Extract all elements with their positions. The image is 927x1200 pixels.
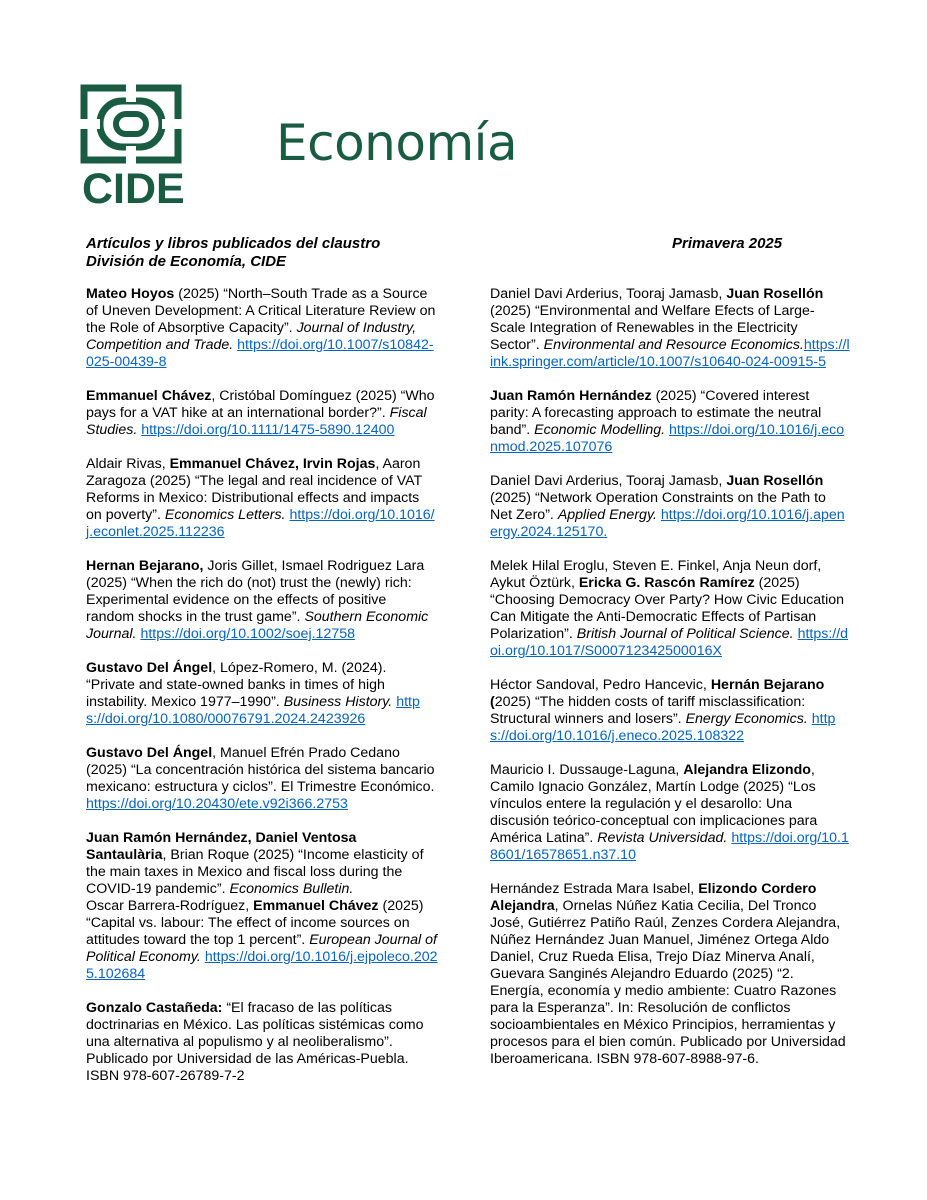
publication-entry: Gustavo Del Ángel, Manuel Efrén Prado Cedano (2025) “La concentración histórica del sistema bancario mexicano: estructura y ciclos”. El Trimestre Económico. https://doi.org/10.20430/ete.v92i366.2753 <box>86 745 435 812</box>
publication-entry: Hernan Bejarano, Joris Gillet, Ismael Rodriguez Lara (2025) “When the rich do (not) trust the (newly) rich: Experimental evidence on the effects of positive random shocks in the trust game”. Southern Economic Journal. https://doi.org/10.1002/soej.12758 <box>86 558 429 642</box>
author-highlight: Juan Ramón Hernández <box>490 388 652 404</box>
journal-name: Fiscal Studies. <box>86 405 427 438</box>
author-highlight: Hernan Bejarano, <box>86 558 204 574</box>
publication-entry: Aldair Rivas, Emmanuel Chávez, Irvin Rojas, Aaron Zaragoza (2025) “The legal and real incidence of VAT Reforms in Mexico: Distributional effects and impacts on poverty”. Economics Letters. https://doi.org/10.1016/j.econlet.2025.112236 <box>86 456 435 540</box>
author-highlight: Alejandra Elizondo <box>683 762 811 778</box>
journal-name: Applied Energy. <box>557 507 657 523</box>
left-column <box>86 286 438 1102</box>
author-highlight: Hernán Bejarano ( <box>490 677 825 710</box>
season-label: Primavera 2025 <box>672 235 783 252</box>
journal-name: Economic Modelling. <box>534 422 666 438</box>
cide-emblem-icon <box>80 84 192 164</box>
publication-entry: Juan Ramón Hernández (2025) “Covered interest parity: A forecasting approach to estimate the neutral band”. Economic Modelling. https://doi.org/10.1016/j.econmod.2025.107076 <box>490 388 845 455</box>
author-highlight: Juan Ramón Hernández, Daniel Ventosa Santaulària <box>86 830 357 863</box>
author-highlight: Gustavo Del Ángel <box>86 660 213 676</box>
publication-entry: Gonzalo Castañeda: “El fracaso de las políticas doctrinarias en México. Las políticas sistémicas como una alternativa al populismo y al neoliberalismo”. Publicado por Universidad de las Américas-Puebla. ISBN 978-607-26789-7-2 <box>86 1000 424 1084</box>
doi-link[interactable]: https://doi.org/10.1007/s10842-025-00439-8 <box>86 337 434 370</box>
page-title: Economía <box>276 114 518 172</box>
document-heading <box>86 235 380 271</box>
publication-entry: Daniel Davi Arderius, Tooraj Jamasb, Juan Rosellón (2025) “Network Operation Constraints on the Path to Net Zero”. Applied Energy. https://doi.org/10.1016/j.apenergy.2024.125170. <box>490 473 845 540</box>
doi-link[interactable]: https://doi.org/10.1016/j.econlet.2025.112236 <box>86 507 435 540</box>
author-highlight: Elizondo Cordero Alejandra <box>490 881 817 914</box>
author-highlight: Gonzalo Castañeda: <box>86 1000 223 1016</box>
author-highlight: Mateo Hoyos <box>86 286 175 302</box>
publication-entry: Mauricio I. Dussauge-Laguna, Alejandra Elizondo, Camilo Ignacio González, Martín Lodge (2025) “Los vínculos entere la regulación y el desarollo: Una discusión teórico-conceptual con implicaciones para América Latina”. Revista Universidad. https://doi.org/10.18601/16578651.n37.10 <box>490 762 849 863</box>
heading-line-1: Artículos y libros publicados del claustro <box>86 235 381 252</box>
publication-entry: Héctor Sandoval, Pedro Hancevic, Hernán Bejarano (2025) “The hidden costs of tariff misclassification: Structural winners and losers”. Energy Economics. https://doi.org/10.1016/j.eneco.2025.108322 <box>490 677 836 744</box>
publication-entry: Mateo Hoyos (2025) “North–South Trade as a Source of Uneven Development: A Critical Literature Review on the Role of Absorptive Capacity”. Journal of Industry, Competition and Trade. https://doi.org/10.1007/s10842-025-00439-8 <box>86 286 436 370</box>
journal-name: Journal of Industry, Competition and Trade. <box>86 320 417 353</box>
author-highlight: Gustavo Del Ángel <box>86 745 213 761</box>
publication-entry: Juan Ramón Hernández, Daniel Ventosa Santaulària, Brian Roque (2025) “Income elasticity of the main taxes in Mexico and fiscal loss during the COVID-19 pandemic”. Economics Bulletin. Oscar Barrera-Rodríguez, Emmanuel Chávez (2025) “Capital vs. labour: The effect of income sources on attitudes toward the top 1 percent”. European Journal of Political Economy. https://doi.org/10.1016/j.ejpoleco.2025.102684 <box>86 830 438 982</box>
doi-link[interactable]: https://doi.org/10.20430/ete.v92i366.2753 <box>86 796 348 812</box>
doi-link[interactable]: https://link.springer.com/article/10.1007/s10640-024-00915-5 <box>490 337 850 370</box>
doi-link[interactable]: https://doi.org/10.18601/16578651.n37.10 <box>490 830 849 863</box>
publication-entry: Daniel Davi Arderius, Tooraj Jamasb, Juan Rosellón (2025) “Environmental and Welfare Efects of Large-Scale Integration of Renewables in the Electricity Sector”. Environmental and Resource Economics.https://link.springer.com/article/10.1007/s10640-024-00915-5 <box>490 286 850 370</box>
heading-line-2: División de Economía, CIDE <box>86 253 287 270</box>
doi-link[interactable]: https://doi.org/10.1080/00076791.2024.2423926 <box>86 694 420 727</box>
author-highlight: Emmanuel Chávez <box>253 898 379 914</box>
doi-link[interactable]: https://doi.org/10.1111/1475-5890.12400 <box>141 422 395 438</box>
journal-name: Environmental and Resource Economics. <box>543 337 804 353</box>
author-highlight: Ericka G. Rascón Ramírez <box>578 575 755 591</box>
journal-name: Energy Economics. <box>685 711 808 727</box>
journal-name: Economics Bulletin. <box>229 881 354 897</box>
publication-entry: Melek Hilal Eroglu, Steven E. Finkel, Anja Neun dorf, Aykut Öztürk, Ericka G. Rascón Ramírez (2025) “Choosing Democracy Over Party? How Civic Education Can Mitigate the Anti-Democratic Effects of Partisan Polarization”. British Journal of Political Science. https://doi.org/10.1017/S000712342500016X <box>490 558 849 659</box>
doi-link[interactable]: https://doi.org/10.1017/S000712342500016X <box>490 626 849 659</box>
journal-name: Southern Economic Journal. <box>86 609 429 642</box>
publication-entry: Gustavo Del Ángel, López-Romero, M. (2024). “Private and state-owned banks in times of high instability. Mexico 1977–1990”. Business History. https://doi.org/10.1080/00076791.2024.2423926 <box>86 660 420 727</box>
journal-name: Business History. <box>283 694 393 710</box>
author-highlight: Juan Rosellón <box>726 286 824 302</box>
publication-entry: Hernández Estrada Mara Isabel, Elizondo Cordero Alejandra, Ornelas Núñez Katia Cecilia, Del Tronco José, Gutiérrez Patiño Raúl, Zenzes Cordera Alejandra, Núñez Hernández Juan Manuel, Jiménez Ortega Aldo Daniel, Cruz Rueda Elisa, Trejo Díaz Minerva Analí, Guevara Sanginés Alejandro Eduardo (2025) “2. Energía, economía y medio ambiente: Cuatro Razones para la Esperanza”. In: Resolución de conflictos socioambientales en México Principios, herramientas y procesos para el bien común. Publicado por Universidad Iberoamericana. ISBN 978-607-8988-97-6. <box>490 881 846 1067</box>
author-highlight: Juan Rosellón <box>726 473 824 489</box>
journal-name: Revista Universidad. <box>597 830 728 846</box>
doi-link[interactable]: https://doi.org/10.1002/soej.12758 <box>140 626 355 642</box>
journal-name: British Journal of Political Science. <box>576 626 794 642</box>
author-highlight: Emmanuel Chávez <box>86 388 212 404</box>
doi-link[interactable]: https://doi.org/10.1016/j.apenergy.2024.125170. <box>490 507 845 540</box>
publication-entry: Emmanuel Chávez, Cristóbal Domínguez (2025) “Who pays for a VAT hike at an international border?”. Fiscal Studies. https://doi.org/10.1111/1475-5890.12400 <box>86 388 435 438</box>
journal-name: Economics Letters. <box>164 507 286 523</box>
doi-link[interactable]: https://doi.org/10.1016/j.econmod.2025.107076 <box>490 422 845 455</box>
journal-name: European Journal of Political Economy. <box>86 932 437 965</box>
right-column <box>490 286 850 1085</box>
doi-link[interactable]: https://doi.org/10.1016/j.ejpoleco.2025.102684 <box>86 949 438 982</box>
doi-link[interactable]: https://doi.org/10.1016/j.eneco.2025.108322 <box>490 711 836 744</box>
author-highlight: Emmanuel Chávez, Irvin Rojas <box>169 456 376 472</box>
logo-wordmark: CIDE <box>82 165 185 213</box>
